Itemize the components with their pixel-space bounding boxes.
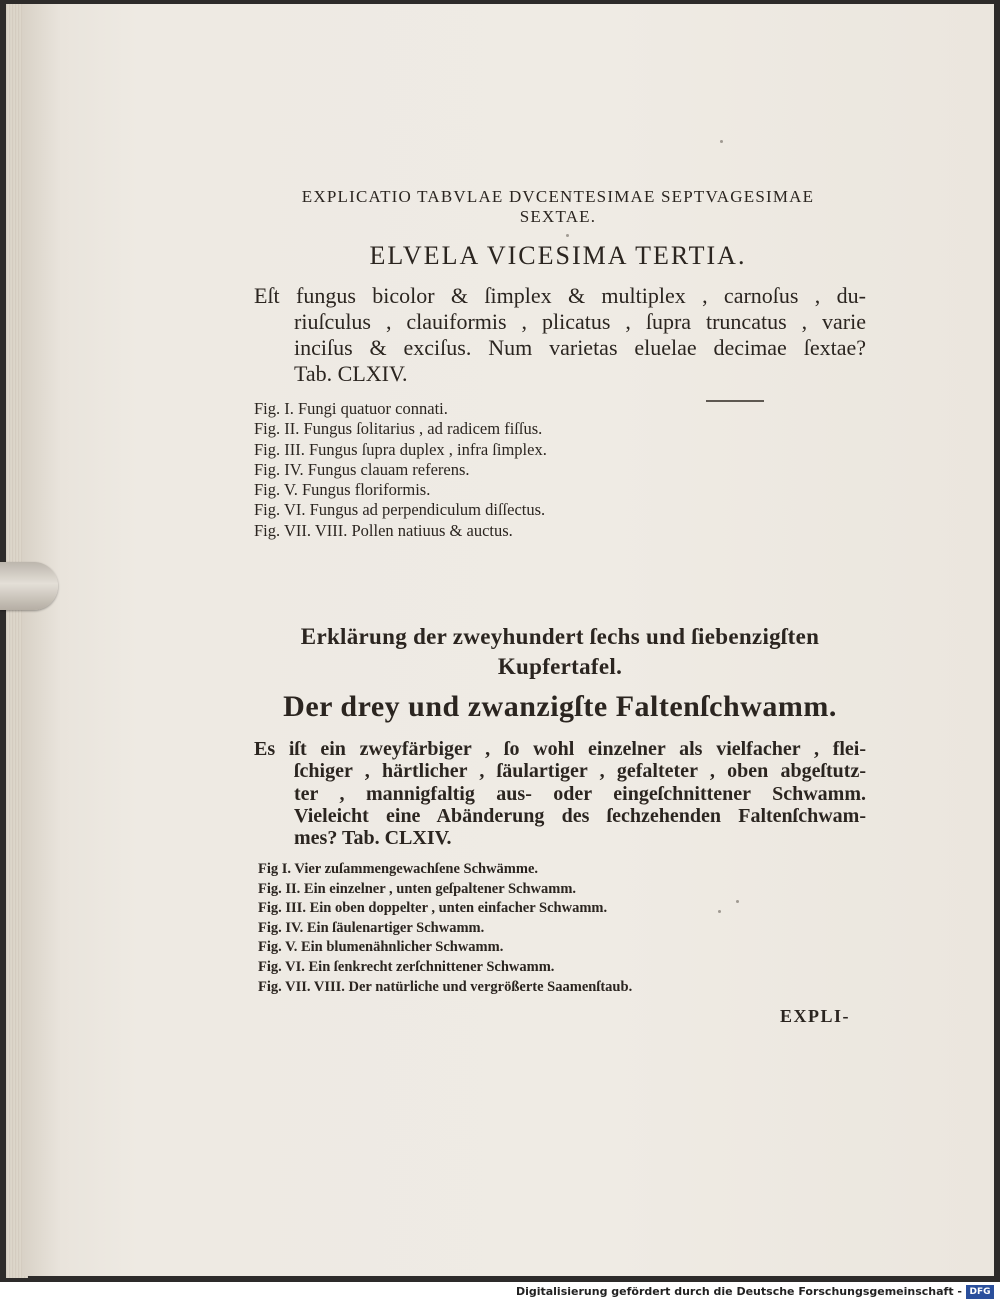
figure-entry: Fig. VI. Ein ſenkrecht zerſchnittener Schwamm. xyxy=(258,958,555,975)
paragraph-line: ter , mannigfaltig aus- oder eingeſchnittener Schwamm. xyxy=(294,782,866,805)
latin-paragraph xyxy=(254,283,866,387)
paragraph-line: Tab. CLXIV. xyxy=(294,361,408,386)
figure-entry: Fig. I. Fungi quatuor connati. xyxy=(254,399,448,418)
paper-speck xyxy=(566,234,569,237)
paragraph-line: Eſt fungus bicolor & ſimplex & multiplex , carnoſus , du- xyxy=(254,283,866,308)
figure-entry: Fig. II. Fungus ſolitarius , ad radicem fiſſus. xyxy=(254,419,543,439)
german-heading-line: Erklärung der zweyhundert ſechs und ſiebenzigſten xyxy=(300,624,820,649)
figure-entry: Fig. IV. Ein ſäulenartiger Schwamm. xyxy=(258,919,485,936)
german-heading-line: Kupfertafel. xyxy=(497,654,623,679)
figure-entry: Fig. III. Ein oben doppelter , unten einfacher Schwamm. xyxy=(258,900,608,917)
paragraph-line: inciſus & exciſus. Num varietas eluelae decimae ſextae? xyxy=(294,335,866,360)
figure-entry: Fig. IV. Fungus clauam referens. xyxy=(254,459,470,479)
paragraph-line: Vieleicht eine Abänderung des ſechzehenden Faltenſchwam- xyxy=(294,804,866,827)
paper-speck xyxy=(736,900,739,903)
catchword: EXPLI- xyxy=(780,1006,851,1026)
german-paragraph xyxy=(254,738,866,849)
figure-entry: Fig. II. Ein einzelner , unten geſpaltener Schwamm. xyxy=(258,880,577,897)
figure-entry: Fig. VII. VIII. Der natürliche und vergrößerte Saamenſtaub. xyxy=(258,978,633,995)
paragraph-line: ſchiger , härtlicher , ſäulartiger , gefalteter , oben abgeſtutz- xyxy=(294,760,866,783)
latin-heading: EXPLICATIO TABVLAE DVCENTESIMAE SEPTVAGESIMAE xyxy=(301,187,815,206)
paragraph-line: riuſculus , clauiformis , plicatus , ſupra truncatus , varie xyxy=(294,309,866,334)
german-figure-list xyxy=(258,860,858,997)
figure-entry: Fig. V. Ein blumenähnlicher Schwamm. xyxy=(258,939,504,956)
paper-speck xyxy=(718,910,721,913)
figure-entry: Fig. III. Fungus ſupra duplex , infra ſimplex. xyxy=(254,439,547,459)
latin-title: ELVELA VICESIMA TERTIA. xyxy=(369,241,747,270)
paragraph-line: Es iſt ein zweyfärbiger , ſo wohl einzelner als vielfacher , flei- xyxy=(254,738,866,760)
latin-heading-continued: SEXTAE. xyxy=(519,207,597,226)
paper-speck xyxy=(720,140,723,143)
latin-figure-list xyxy=(254,399,854,541)
figure-entry: Fig. VII. VIII. Pollen natiuus & auctus. xyxy=(254,520,513,540)
figure-entry: Fig. V. Fungus floriformis. xyxy=(254,480,431,500)
footer-bar xyxy=(0,1282,1000,1302)
page-clip xyxy=(0,562,58,610)
figure-entry: Fig I. Vier zuſammengewachſene Schwämme. xyxy=(258,861,539,877)
german-heading xyxy=(254,622,866,682)
german-title: Der drey und zwanzigſte Faltenſchwamm. xyxy=(283,690,837,723)
figure-entry: Fig. VI. Fungus ad perpendiculum diſſectus. xyxy=(254,500,546,520)
dfg-logo: DFG xyxy=(966,1285,994,1299)
paragraph-line: mes? Tab. CLXIV. xyxy=(294,827,452,850)
footer-credit: Digitalisierung gefördert durch die Deutsche Forschungsgemeinschaft - xyxy=(515,1285,962,1298)
